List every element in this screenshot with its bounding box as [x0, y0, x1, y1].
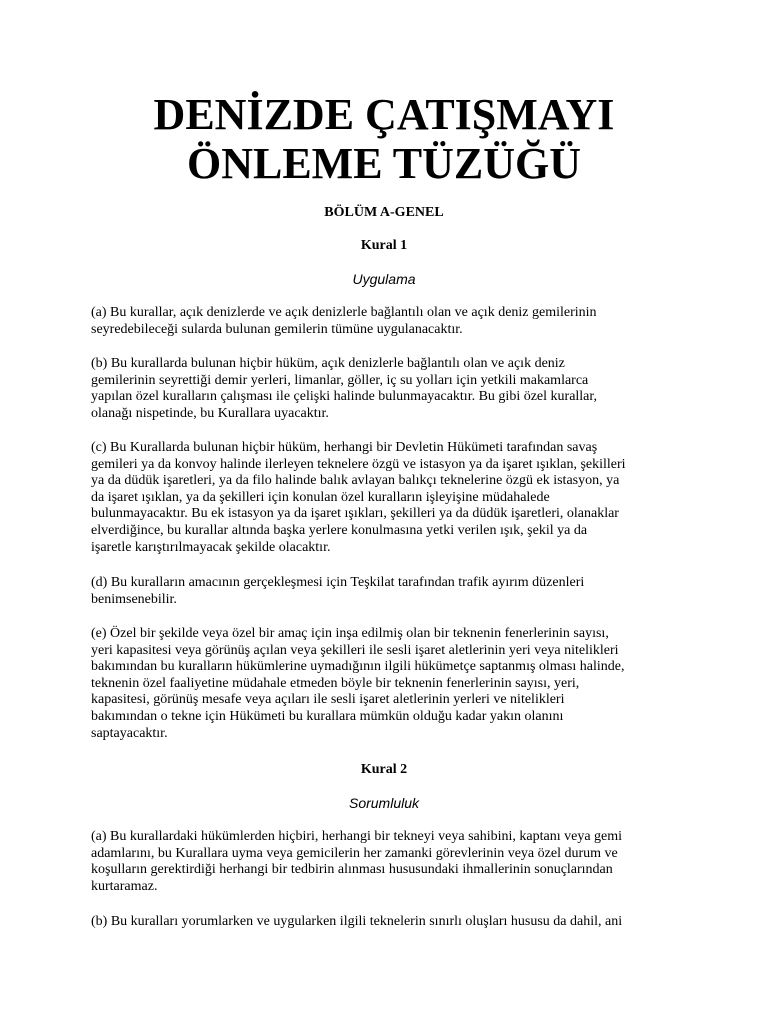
- paragraph-line: elverdiğince, bu kurallar altında başka yerlere konulmasına yetki verilen ışık, şekil ya da: [91, 522, 588, 538]
- paragraph-line: saptayacaktır.: [91, 725, 168, 741]
- paragraph-line: (c) Bu Kurallarda bulunan hiçbir hüküm, herhangi bir Devletin Hükümeti tarafından savaş: [91, 440, 598, 455]
- paragraph-line: benimsenebilir.: [91, 591, 177, 607]
- paragraph-line: kapasitesi, görünüş mesafe veya açıları ile sesli işaret aletlerinin yerleri ve nitelikleri: [91, 692, 565, 708]
- paragraph-line: (a) Bu kurallar, açık denizlerde ve açık denizlerle bağlantılı olan ve açık deniz gemilerinin: [91, 305, 597, 320]
- rule-1-paragraph-b: [91, 356, 691, 422]
- paragraph-line: bakımından bu kuralların hükümlerine uymadığının ilgili hükümetçe saptanmış olması halinde,: [91, 659, 625, 675]
- rule-1-paragraph-a: [91, 305, 691, 338]
- paragraph-line: gemileri ya da konvoy halinde ilerleyen teknelere özgü ve istasyon ya da işaret ışıklan, şekilleri: [91, 456, 626, 472]
- rule-2-paragraph-a: [91, 829, 691, 895]
- rule-1-paragraph-c: [91, 440, 691, 556]
- paragraph-line: işaretle karıştırılmayacak şekilde olacaktır.: [91, 539, 331, 555]
- paragraph-line: gemilerinin seyrettiği demir yerleri, limanlar, göller, iç su yolları için yetkili makamlarca: [91, 372, 589, 388]
- rule-2-paragraph-b: [91, 914, 691, 931]
- paragraph-line: (b) Bu kuralları yorumlarken ve uygularken ilgili teknelerin sınırlı oluşları hususu da dahil, ani: [91, 914, 623, 929]
- rule-1-heading: Kural 1: [360, 238, 408, 253]
- paragraph-line: olanağı nispetinde, bu Kurallara uyacaktır.: [91, 405, 329, 421]
- paragraph-line: (d) Bu kuralların amacının gerçekleşmesi için Teşkilat tarafından trafik ayırım düzenleri: [91, 575, 585, 590]
- paragraph-line: kurtaramaz.: [91, 878, 158, 894]
- paragraph-line: yeri kapasitesi veya görünüş açılan veya şekilleri ile sesli işaret aletlerinin yeri veya nitelikleri: [91, 642, 619, 658]
- section-heading: BÖLÜM A-GENEL: [324, 205, 444, 220]
- paragraph-line: bulunmayacaktır. Bu ek istasyon ya da işaret ışıkları, şekilleri ya da düdük işaretleri, olanaklar: [91, 506, 619, 522]
- paragraph-line: adamlarını, bu Kurallara uyma veya gemicilerin her zamanki görevlerinin veya özel durum ve: [91, 845, 618, 861]
- rule-2-subtitle: Sorumluluk: [348, 795, 420, 811]
- rule-1-paragraph-e: [91, 626, 691, 742]
- paragraph-line: teknenin özel faaliyetine müdahale etmeden böyle bir teknenin fenerlerinin sayısı, yeri,: [91, 675, 580, 691]
- paragraph-line: (a) Bu kurallardaki hükümlerden hiçbiri, herhangi bir tekneyi veya sahibini, kaptanı veya gemi: [91, 829, 623, 844]
- paragraph-line: yapılan özel kuralların çalışması ile çelişki halinde bulunmayacaktır. Bu gibi özel kurallar,: [91, 389, 597, 405]
- rule-1-subtitle: Uygulama: [352, 271, 416, 287]
- paragraph-line: (e) Özel bir şekilde veya özel bir amaç için inşa edilmiş olan bir teknenin fenerlerinin sayısı,: [91, 626, 609, 641]
- paragraph-line: (b) Bu kurallarda bulunan hiçbir hüküm, açık denizlerle bağlantılı olan ve açık deniz: [91, 356, 565, 371]
- paragraph-line: bakımından o tekne için Hükümeti bu kurallara mümkün olduğu kadar yakın olanını: [91, 708, 564, 724]
- document-title-line-1: DENİZDE ÇATIŞMAYI: [153, 90, 615, 139]
- paragraph-line: koşulların gerektirdiği herhangi bir tedbirin alınması hususundaki ihmallerinin sonuçlarından: [91, 862, 613, 878]
- paragraph-line: seyredebileceği sularda bulunan gemilerin tümüne uygulanacaktır.: [91, 321, 463, 337]
- document-title-line-2: ÖNLEME TÜZÜĞÜ: [186, 139, 582, 188]
- rule-2-heading: Kural 2: [360, 762, 408, 777]
- paragraph-line: da işaret ışıklan, ya da şekilleri için konulan özel kuralların işleyişine müdahalede: [91, 489, 550, 505]
- paragraph-line: ya da düdük işaretleri, ya da filo halinde balık avlayan balıkçı teknelerine özgü ek istasyon, ya: [91, 473, 620, 489]
- rule-1-paragraph-d: [91, 575, 691, 608]
